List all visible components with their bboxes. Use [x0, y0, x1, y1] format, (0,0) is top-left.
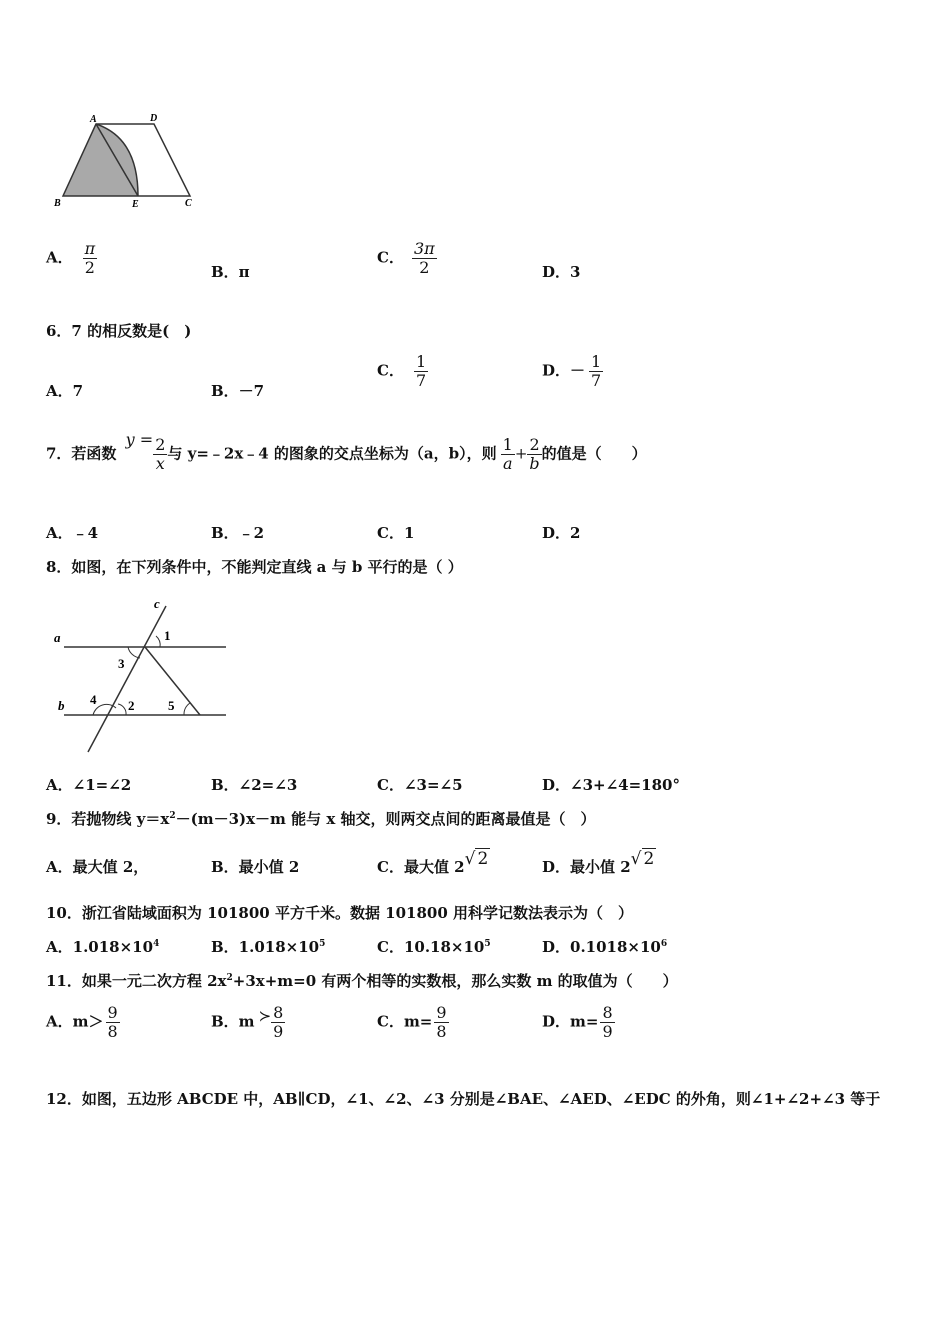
angle-1-arc	[156, 636, 160, 647]
q11-stem-suffix: +3x+m=0 有两个相等的实数根，那么实数 m 的取值为（ ）	[232, 972, 678, 990]
q5-option-c-den: 2	[419, 258, 430, 277]
q6-option-d-num: 1	[591, 352, 602, 371]
q11-stem-prefix: 11．如果一元二次方程 2x	[46, 972, 227, 990]
q8-stem: 8．如图，在下列条件中，不能判定直线 a 与 b 平行的是（ ）	[46, 558, 463, 576]
q6-option-a: A．7	[46, 382, 84, 400]
label-4: 4	[90, 692, 97, 707]
q11-option-c	[377, 1004, 449, 1041]
q6-option-d	[542, 353, 603, 390]
q7-stem-suffix: 的值是（ ）	[541, 444, 647, 463]
q10-option-d-base: D．0.1018×10	[542, 938, 661, 956]
q7-expr-num2: 2	[529, 435, 540, 454]
label-a: a	[54, 630, 61, 645]
q11-option-d-label: D．m=	[542, 1012, 599, 1031]
q7-option-a: A．﹣4	[46, 524, 99, 542]
q7-func-y: y =	[125, 429, 154, 449]
q11-option-a-den: 8	[107, 1022, 118, 1041]
q9-stem	[46, 808, 596, 829]
q7-expr-den1: a	[502, 454, 513, 473]
q5-option-a	[46, 240, 97, 277]
q9-stem-prefix: 9．若抛物线 y＝x	[46, 810, 170, 828]
q9-option-d	[542, 849, 656, 877]
q11-option-d-num: 8	[602, 1003, 613, 1022]
q10-option-c-base: C．10.18×10	[377, 938, 485, 956]
q7-expr-den2: b	[529, 454, 540, 473]
q5-option-b: B．π	[211, 263, 250, 281]
q11-stem-sup: 2	[226, 973, 233, 983]
q10-option-d-exp: 6	[660, 939, 668, 949]
q11-option-c-den: 8	[436, 1022, 447, 1041]
q11-option-d-den: 9	[602, 1022, 613, 1041]
q8-option-a: A．∠1=∠2	[46, 776, 132, 794]
q5-option-c-label: C．	[377, 248, 404, 267]
label-A: A	[90, 114, 97, 125]
label-D: D	[150, 113, 158, 124]
q5-option-a-label: A．	[46, 248, 73, 267]
q7-expr-plus: +	[514, 444, 528, 463]
q6-option-c-den: 7	[415, 371, 427, 390]
label-C: C	[185, 198, 192, 209]
q10-option-c	[377, 936, 491, 957]
q9-option-b: B．最小值 2	[211, 858, 300, 876]
q5-option-a-num: π	[84, 239, 96, 258]
q8-figure	[48, 596, 238, 756]
angle-3-arc	[128, 647, 140, 658]
q11-option-b	[211, 1004, 285, 1041]
q9-stem-suffix: －(m－3)x－m 能与 x 轴交，则两交点间的距离最值是（ ）	[175, 810, 596, 828]
q10-stem: 10．浙江省陆域面积为 101800 平方千米。数据 101800 用科学记数法表示为（ ）	[46, 904, 634, 922]
q5-figure	[50, 108, 200, 212]
q11-option-d	[542, 1004, 615, 1041]
q11-option-c-num: 9	[436, 1003, 447, 1022]
q9-option-d-label: D．最小值 2	[542, 858, 631, 876]
q10-option-a	[46, 936, 159, 957]
label-2: 2	[128, 698, 135, 713]
q11-option-a	[46, 1004, 120, 1041]
q9-option-c-sqrt-arg: 2	[477, 849, 489, 869]
q6-option-d-den: 7	[591, 371, 602, 390]
q12-stem: 12．如图，五边形 ABCDE 中，AB∥CD，∠1、∠2、∠3 分别是∠BAE、∠AED、∠EDC 的外角，则∠1+∠2+∠3 等于	[46, 1090, 881, 1108]
q9-stem-sup: 2	[169, 811, 176, 821]
q5-option-c	[377, 240, 437, 277]
q7-func-den: x	[155, 454, 165, 473]
q11-option-a-num: 9	[107, 1003, 118, 1022]
label-5: 5	[168, 698, 175, 713]
q6-option-b: B．－7	[211, 382, 265, 400]
q10-option-c-exp: 5	[484, 939, 491, 949]
q11-option-c-label: C．m=	[377, 1012, 433, 1031]
line-c	[88, 606, 166, 752]
q7-option-b: B．﹣2	[211, 524, 265, 542]
q10-option-a-exp: 4	[153, 939, 160, 949]
q6-option-d-label: D．－	[542, 361, 586, 380]
label-c: c	[154, 596, 160, 611]
angle-5-arc	[184, 703, 190, 715]
q7-expr-num1: 1	[502, 435, 513, 454]
q11-option-b-num: 8	[273, 1003, 284, 1022]
label-b: b	[58, 698, 65, 713]
q10-option-b-base: B．1.018×10	[211, 938, 320, 956]
q9-option-d-sqrt-sign: √	[630, 849, 642, 869]
q7-stem-prefix: 7．若函数	[46, 444, 117, 463]
q11-option-a-label: A．m＞	[46, 1012, 104, 1031]
label-3: 3	[118, 656, 125, 671]
q5-option-a-den: 2	[84, 258, 95, 277]
q11-option-b-den: 9	[273, 1022, 284, 1041]
q9-option-c	[377, 849, 490, 877]
label-E: E	[132, 199, 139, 210]
q10-option-b-exp: 5	[319, 939, 326, 949]
q11-option-b-label: B．m	[211, 1012, 255, 1031]
q10-option-d	[542, 936, 667, 957]
label-B: B	[54, 198, 61, 209]
q7-option-c: C．1	[377, 524, 415, 542]
q10-option-a-base: A．1.018×10	[46, 938, 154, 956]
q5-option-c-num: 3π	[413, 239, 435, 258]
label-1: 1	[164, 628, 171, 643]
q6-stem: 6．7 的相反数是( )	[46, 322, 192, 340]
q7-stem	[46, 429, 647, 473]
q7-option-d: D．2	[542, 524, 581, 542]
q6-option-c-num: 1	[415, 352, 427, 371]
angle-2-arc	[118, 704, 126, 715]
q5-option-d: D．3	[542, 263, 581, 281]
q10-option-b	[211, 936, 325, 957]
q9-option-c-sqrt-sign: √	[464, 849, 476, 869]
q11-stem	[46, 970, 678, 991]
q6-option-c-label: C．	[377, 361, 404, 380]
q8-option-b: B．∠2=∠3	[211, 776, 298, 794]
q9-option-c-label: C．最大值 2	[377, 858, 465, 876]
q8-option-c: C．∠3=∠5	[377, 776, 463, 794]
q8-option-d: D．∠3+∠4=180°	[542, 776, 680, 794]
q7-stem-middle: 与 y=﹣2x﹣4 的图象的交点坐标为（a，b），则	[167, 444, 497, 463]
q11-option-b-symbol: ≻	[258, 1006, 272, 1025]
q6-option-c	[377, 353, 428, 390]
q9-option-d-sqrt-arg: 2	[643, 849, 655, 869]
q9-option-a: A．最大值 2，	[46, 858, 149, 876]
q7-func-num: 2	[155, 435, 166, 454]
